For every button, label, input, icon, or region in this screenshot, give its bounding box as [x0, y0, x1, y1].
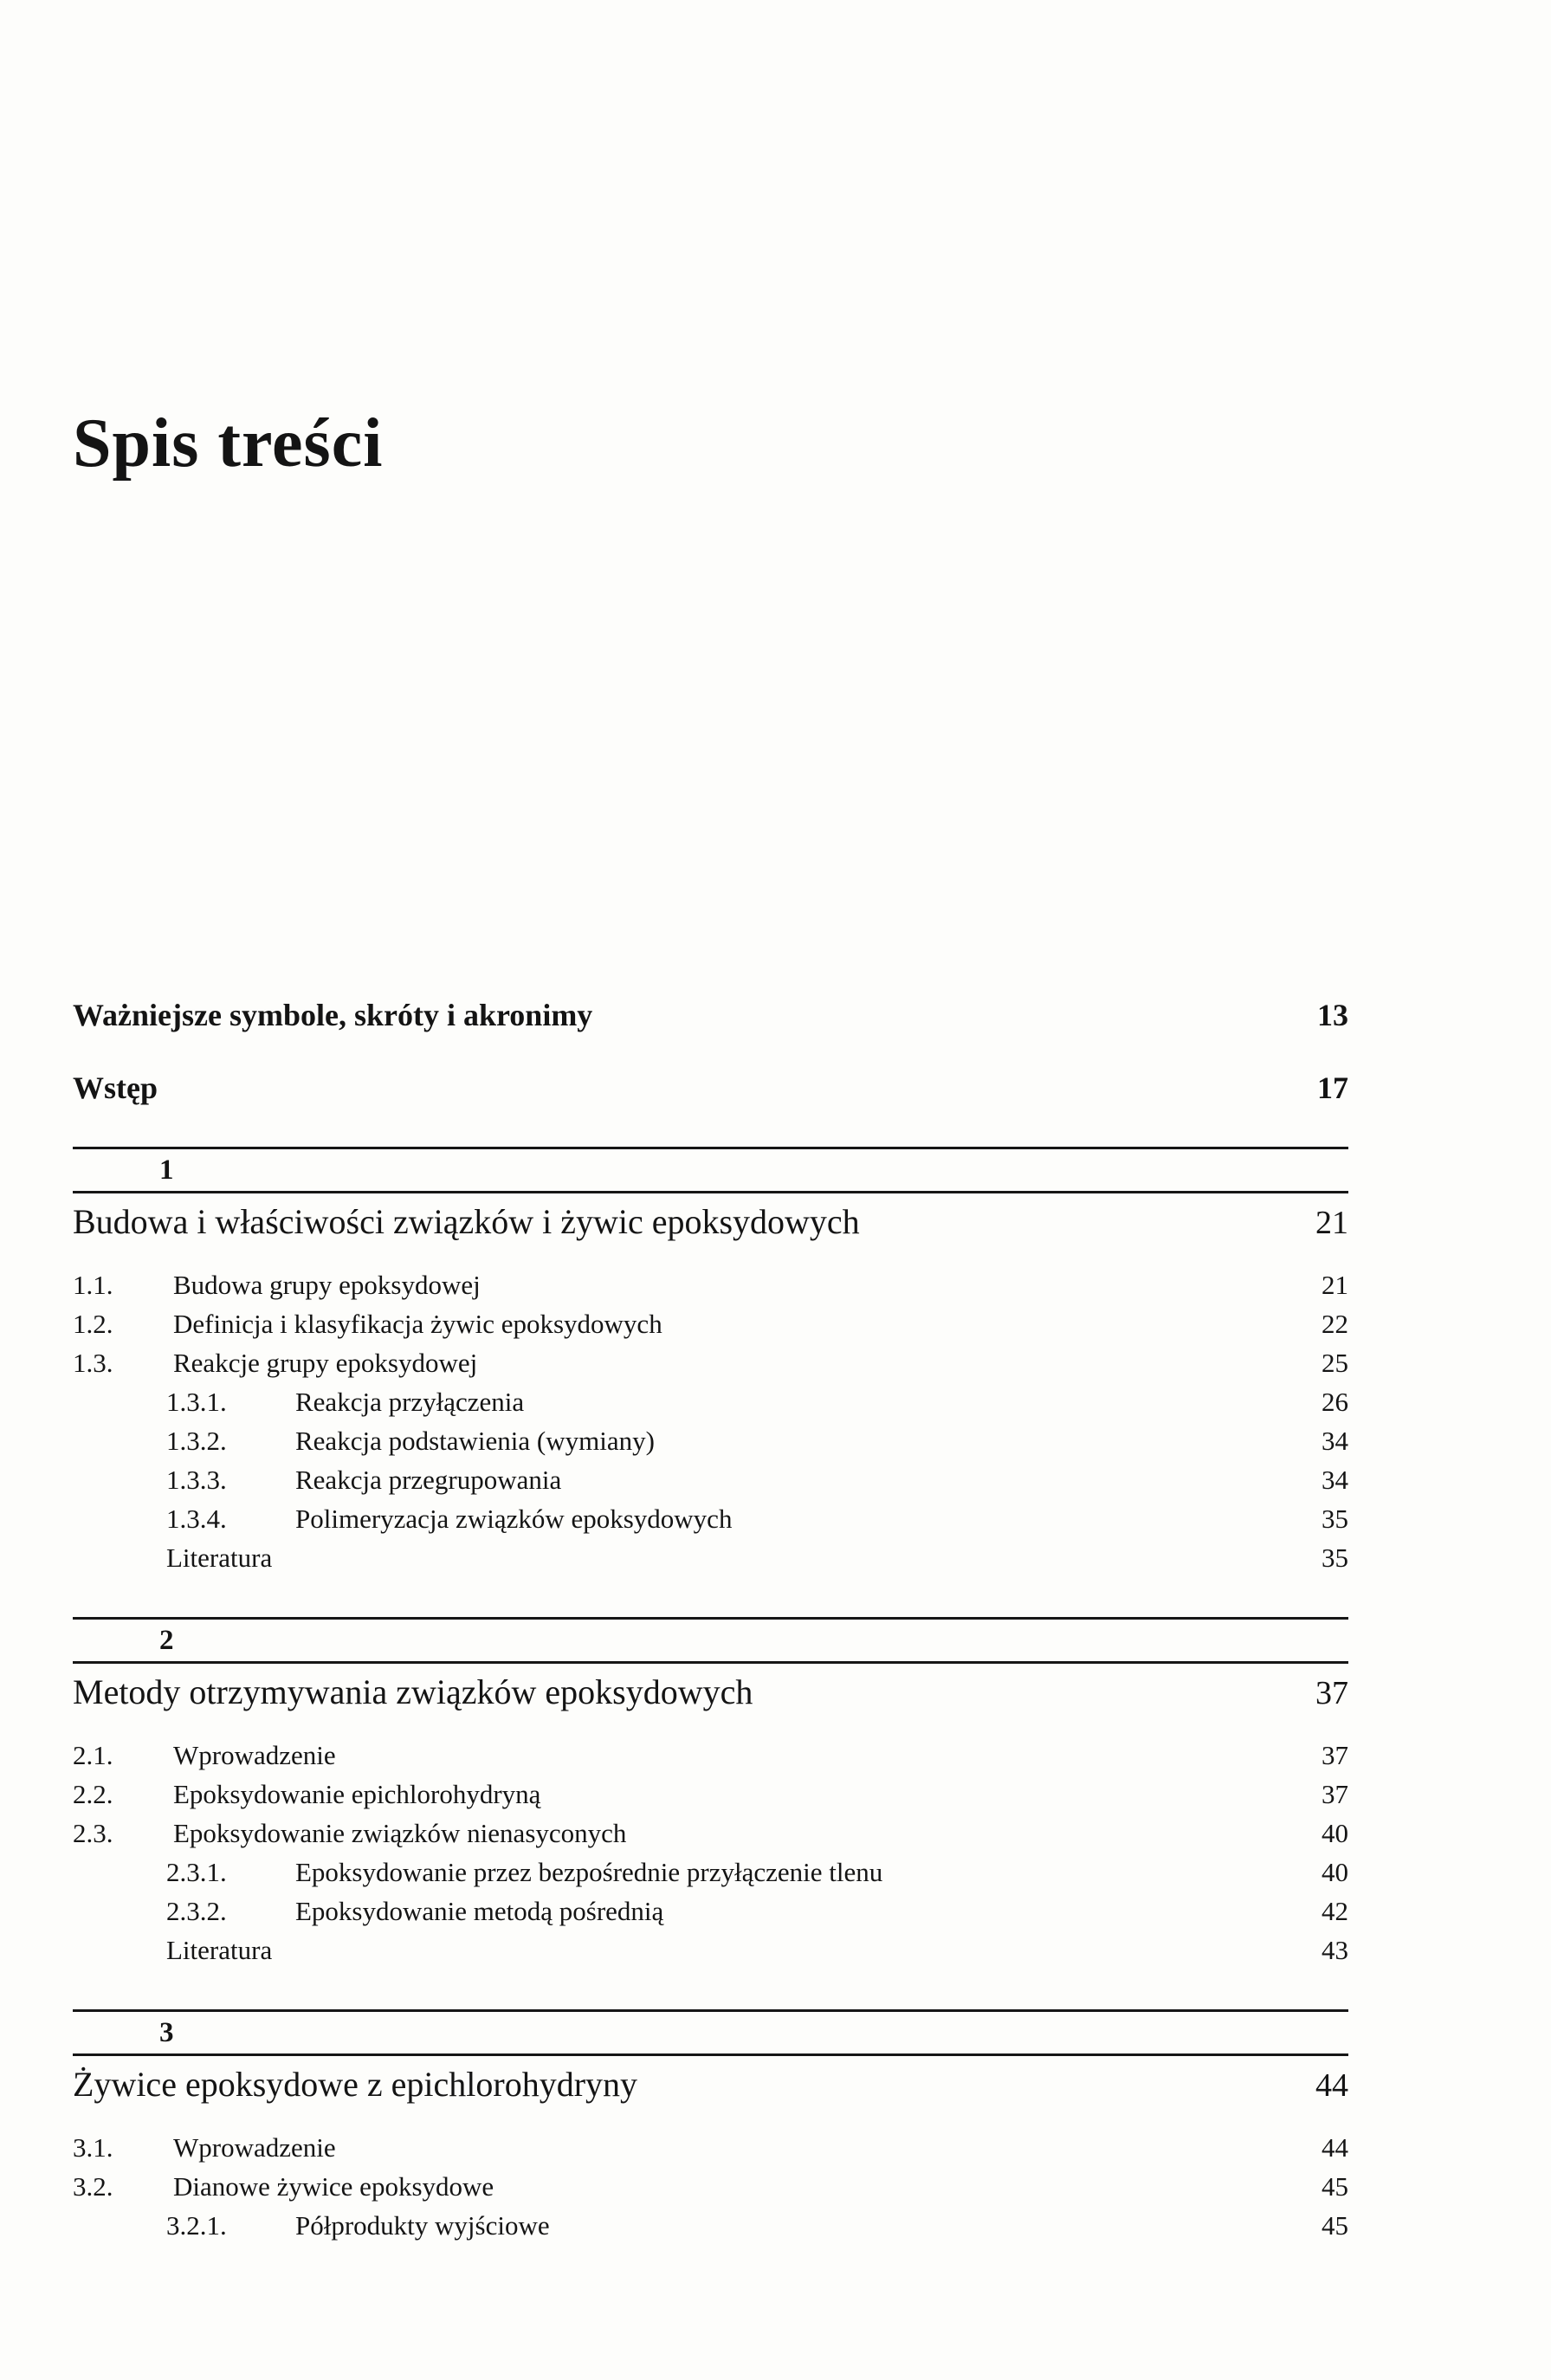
entry-label: Reakcja podstawienia (wymiany): [295, 1426, 655, 1456]
entry-number: 1.1.: [73, 1270, 113, 1300]
entry-number: 3.1.: [73, 2132, 113, 2163]
entry-number: 1.3.1.: [166, 1387, 227, 1417]
entry-page: 34: [1322, 1426, 1348, 1456]
entry-page: 21: [1322, 1270, 1348, 1300]
entry-number: 1.3.4.: [166, 1504, 227, 1534]
toc-entry: [73, 1421, 1348, 1460]
toc-entry: [73, 1931, 1348, 1969]
section-rule-bottom: [73, 1661, 1348, 1664]
entry-label: Reakcja przyłączenia: [295, 1387, 525, 1417]
section-page: 21: [1315, 1205, 1348, 1241]
entry-page: 45: [1322, 2210, 1348, 2241]
section-rule-bottom: [73, 2053, 1348, 2056]
entry-number: 2.3.: [73, 1818, 113, 1848]
page-title: Spis treści: [73, 405, 384, 482]
toc-entry: [73, 1853, 1348, 1892]
entry-number: 3.2.1.: [166, 2210, 227, 2241]
toc-section: [73, 2009, 1348, 2245]
entry-label: Reakcje grupy epoksydowej: [173, 1348, 478, 1378]
section-page: 44: [1315, 2067, 1348, 2104]
entry-number: 1.2.: [73, 1309, 113, 1339]
entry-page: 37: [1322, 1740, 1348, 1770]
entry-page: 40: [1322, 1818, 1348, 1848]
toc-section: [73, 1147, 1348, 1577]
entry-label: Literatura: [166, 1935, 273, 1965]
section-entries: [73, 2128, 1348, 2245]
toc-section: [73, 1617, 1348, 1969]
section-rule-bottom: [73, 1191, 1348, 1193]
section-number: 1: [159, 1154, 174, 1186]
entry-label: Dianowe żywice epoksydowe: [173, 2171, 494, 2202]
entry-page: 34: [1322, 1465, 1348, 1495]
entry-label: Epoksydowanie epichlorohydryną: [173, 1779, 541, 1809]
entry-number: 2.3.2.: [166, 1896, 227, 1926]
entry-label: Polimeryzacja związków epoksydowych: [295, 1504, 733, 1534]
entry-page: 42: [1322, 1896, 1348, 1926]
entry-label: Budowa grupy epoksydowej: [173, 1270, 481, 1300]
toc-entry: [73, 1538, 1348, 1577]
entry-number: 1.3.3.: [166, 1465, 227, 1495]
entry-label: Reakcja przegrupowania: [295, 1465, 562, 1495]
section-heading-row: [73, 1202, 1348, 1243]
section-number: 3: [159, 2017, 174, 2048]
section-title: Budowa i właściwości związków i żywic epoksydowych: [73, 1202, 860, 1241]
toc-entry: [73, 2206, 1348, 2245]
entry-page: 37: [1322, 1779, 1348, 1809]
entry-number: 1.3.2.: [166, 1426, 227, 1456]
entry-label: Wprowadzenie: [173, 1740, 336, 1770]
entry-label: Wprowadzenie: [173, 2132, 336, 2163]
section-entries: [73, 1265, 1348, 1577]
sections: [73, 1147, 1348, 2245]
entry-label: Literatura: [166, 1542, 273, 1573]
entry-page: 25: [1322, 1348, 1348, 1378]
section-heading-row: [73, 2065, 1348, 2105]
entry-label: Półprodukty wyjściowe: [295, 2210, 550, 2241]
toc-entry: [73, 1499, 1348, 1538]
section-entries: [73, 1736, 1348, 1969]
toc-entry: [73, 2128, 1348, 2167]
front-item: [73, 1069, 1348, 1107]
front-item-label: Wstęp: [73, 1070, 158, 1105]
section-title: Metody otrzymywania związków epoksydowych: [73, 1672, 753, 1711]
toc-entry: [73, 1736, 1348, 1775]
toc-entry: [73, 1304, 1348, 1343]
entry-page: 44: [1322, 2132, 1348, 2163]
entry-number: 3.2.: [73, 2171, 113, 2202]
entry-page: 43: [1322, 1935, 1348, 1965]
entry-page: 22: [1322, 1309, 1348, 1339]
toc-entry: [73, 2167, 1348, 2206]
entry-page: 40: [1322, 1857, 1348, 1887]
entry-number: 1.3.: [73, 1348, 113, 1378]
section-page: 37: [1315, 1675, 1348, 1711]
toc-entry: [73, 1265, 1348, 1304]
toc-entry: [73, 1343, 1348, 1382]
front-item: [73, 996, 1348, 1034]
toc-entry: [73, 1460, 1348, 1499]
toc-entry: [73, 1775, 1348, 1814]
front-item-page: 17: [1317, 1070, 1348, 1105]
entry-label: Definicja i klasyfikacja żywic epoksydowych: [173, 1309, 662, 1339]
front-list: [73, 996, 1348, 1107]
entry-label: Epoksydowanie metodą pośrednią: [295, 1896, 664, 1926]
front-item-page: 13: [1317, 998, 1348, 1032]
section-heading-row: [73, 1672, 1348, 1713]
entry-label: Epoksydowanie związków nienasyconych: [173, 1818, 627, 1848]
entry-page: 45: [1322, 2171, 1348, 2202]
toc-entry: [73, 1892, 1348, 1931]
front-item-label: Ważniejsze symbole, skróty i akronimy: [73, 998, 593, 1032]
entry-label: Epoksydowanie przez bezpośrednie przyłączenie tlenu: [295, 1857, 883, 1887]
toc-entry: [73, 1382, 1348, 1421]
section-number: 2: [159, 1625, 174, 1656]
entry-number: 2.2.: [73, 1779, 113, 1809]
entry-number: 2.3.1.: [166, 1857, 227, 1887]
entry-page: 35: [1322, 1542, 1348, 1573]
toc-entry: [73, 1814, 1348, 1853]
entry-number: 2.1.: [73, 1740, 113, 1770]
entry-page: 35: [1322, 1504, 1348, 1534]
section-title: Żywice epoksydowe z epichlorohydryny: [73, 2065, 638, 2104]
entry-page: 26: [1322, 1387, 1348, 1417]
